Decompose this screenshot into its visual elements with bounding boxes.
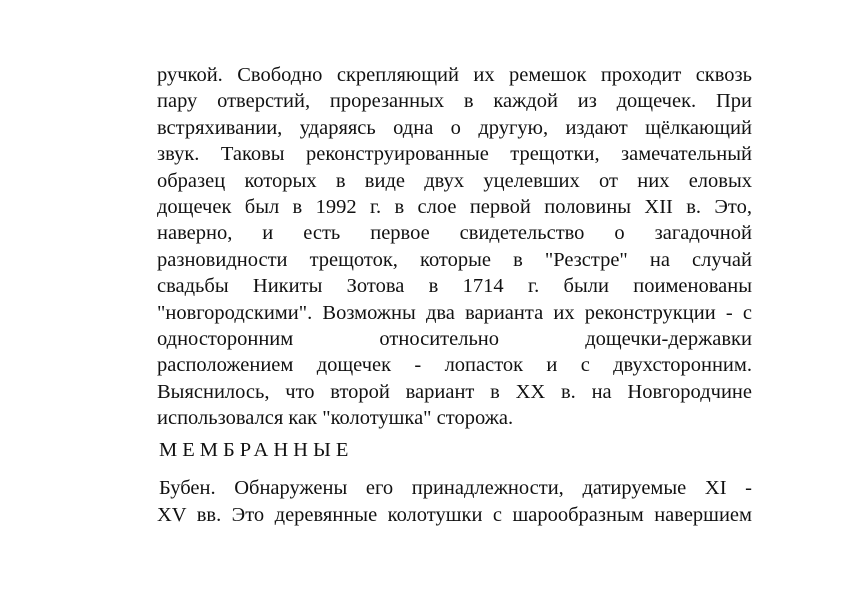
paragraph-line: встряхивании, ударяясь одна о другую, издают щёлкающий	[157, 116, 752, 139]
paragraph-line: расположением дощечек - лопасток и с двухсторонним.	[157, 354, 752, 377]
paragraph-line: Бубен. Обнаружены его принадлежности, датируемые XI -	[159, 477, 752, 500]
paragraph-line: разновидности трещоток, которые в "Резстре" на случай	[157, 248, 752, 271]
paragraph-2	[157, 475, 752, 528]
paragraph-line: Выяснилось, что второй вариант в XX в. на Новгородчине	[157, 380, 752, 403]
paragraph-line: XV вв. Это деревянные колотушки с шарообразным навершием	[157, 503, 752, 526]
paragraph-line: наверно, и есть первое свидетельство о загадочной	[157, 222, 752, 245]
paragraph-line: использовался как "колотушка" сторожа.	[157, 407, 514, 430]
paragraph-1	[157, 62, 752, 431]
paragraph-line: дощечек был в 1992 г. в слое первой половины XII в. Это,	[157, 195, 752, 218]
paragraph-line: пару отверстий, прорезанных в каждой из дощечек. При	[157, 90, 752, 113]
section-heading: МЕМБРАННЫЕ	[159, 439, 354, 462]
paragraph-line: звук. Таковы реконструированные трещотки, замечательный	[157, 143, 752, 166]
text-block	[157, 62, 752, 528]
paragraph-line: ручкой. Свободно скрепляющий их ремешок проходит сквозь	[157, 64, 752, 86]
paragraph-line: образец которых в виде двух уцелевших от них еловых	[157, 169, 752, 192]
paragraph-line: свадьбы Никиты Зотова в 1714 г. были поименованы	[157, 275, 752, 298]
paragraph-line: односторонним относительно дощечки-державки	[157, 327, 752, 350]
paragraph-line: "новгородскими". Возможны два варианта их реконструкции - с	[157, 301, 752, 324]
